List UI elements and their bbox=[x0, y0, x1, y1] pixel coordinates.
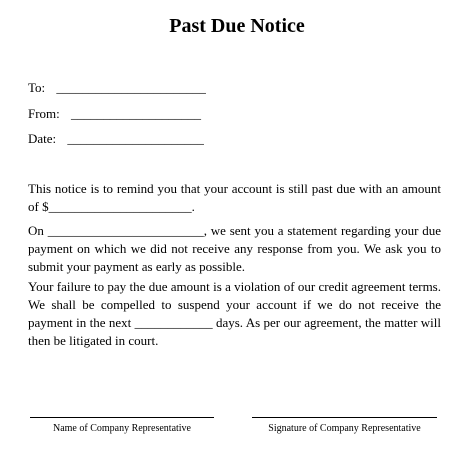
date-blank: _____________________ bbox=[67, 131, 204, 146]
to-field bbox=[28, 80, 206, 96]
paragraph-reminder: This notice is to remind you that your account is still past due with an amount of $______________________. bbox=[28, 181, 441, 214]
from-label: From: bbox=[28, 106, 60, 121]
date-field bbox=[28, 131, 204, 147]
signature-of-representative-label: Signature of Company Representative bbox=[268, 423, 421, 434]
to-blank: _______________________ bbox=[56, 80, 206, 95]
paragraph-failure: Your failure to pay the due amount is a violation of our credit agreement terms. We shall be compelled to suspend your account if we do not receive the payment in the next ____________ days. As per our agreement, the matter will then be litigated in court. bbox=[28, 279, 441, 348]
from-blank: ____________________ bbox=[71, 106, 202, 121]
name-signature-line bbox=[30, 417, 214, 418]
signature-line bbox=[252, 417, 437, 418]
paragraph-statement: On ________________________, we sent you a statement regarding your due payment on which we did not receive any response from you. We ask you to submit your payment as early as possible. bbox=[28, 223, 441, 274]
page-title: Past Due Notice bbox=[169, 15, 305, 37]
name-of-representative-label: Name of Company Representative bbox=[52, 423, 191, 434]
to-label: To: bbox=[28, 80, 46, 95]
from-field bbox=[28, 106, 201, 122]
date-label: Date: bbox=[28, 131, 57, 146]
